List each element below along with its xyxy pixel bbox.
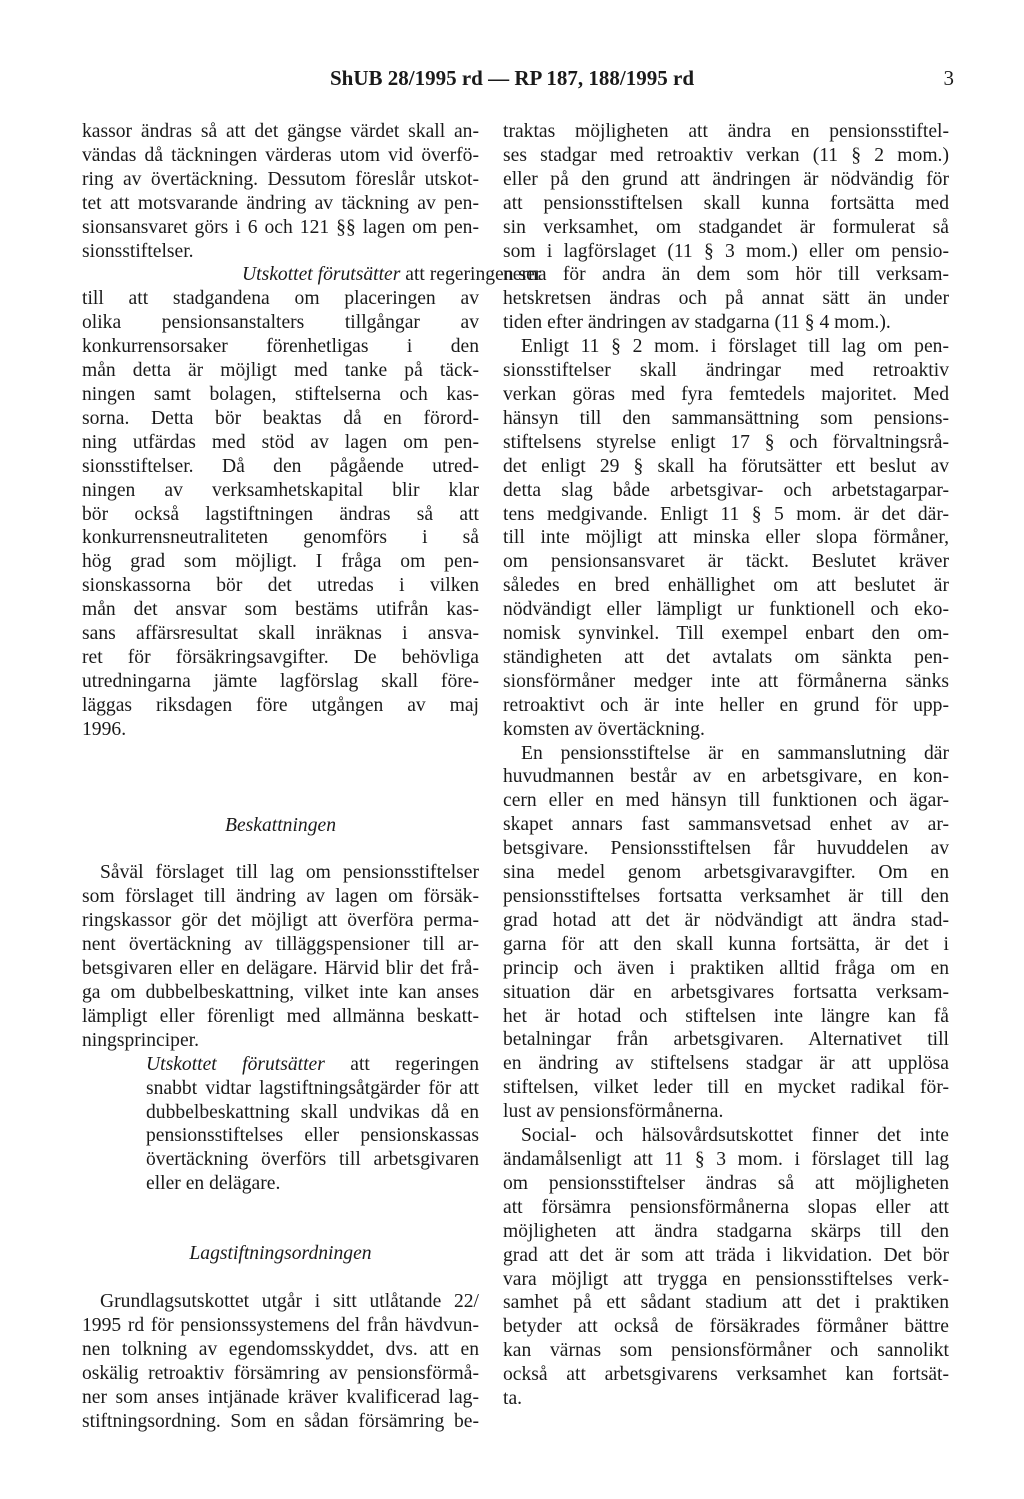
text-line: stiftelsen, vilket leder till en mycket radikal för-	[503, 1077, 949, 1099]
paragraph-lead-line	[82, 1053, 479, 1077]
text-line: lämpligt eller förenligt med allmänna beskatt-	[82, 1005, 479, 1027]
text-line: nomisk synvinkel. Till exempel enbart den om-	[503, 623, 949, 645]
lead-rest: att regeringen ser	[400, 264, 542, 286]
paragraph	[503, 742, 949, 1125]
text-line: också att arbetsgivarens verksamhet kan fortsät-	[503, 1364, 949, 1386]
text-line: sionsstiftelser. Då den pågående utred-	[82, 455, 479, 477]
lead-rest: att regeringen	[324, 1053, 479, 1075]
text-line: ningsprinciper.	[82, 1029, 199, 1051]
text-line: konkurrensneutraliteten genomförs i så	[82, 527, 479, 549]
text-line: möjligheten att ändra stadgarna skärps till den	[503, 1220, 949, 1242]
text-line: att försämra pensionsförmånerna slopas eller att	[503, 1196, 949, 1218]
text-line: lust av pensionsförmånerna.	[503, 1101, 724, 1123]
text-line: det enligt 29 § skall ha förutsätter ett beslut av	[503, 455, 949, 477]
paragraph-body	[82, 1077, 479, 1197]
text-line: nen tolkning av egendomsskyddet, dvs. att en	[82, 1338, 479, 1360]
page-header	[0, 66, 1024, 106]
text-line: sina medel genom arbetsgivaravgifter. Om en	[503, 862, 949, 884]
page-number: 3	[943, 66, 954, 90]
left-column	[82, 120, 542, 1434]
text-line: kan värnas som pensionsförmåner och sannolikt	[503, 1340, 949, 1362]
right-column	[503, 120, 949, 1411]
text-line: vara möjligt att trygga en pensionsstiftelses verk-	[503, 1268, 949, 1290]
text-line: cern eller en med hänsyn till funktionen och ägar-	[503, 790, 949, 812]
text-line: situation där en arbetsgivares fortsatta verksam-	[503, 981, 949, 1003]
text-line: nerna för andra än dem som hör till verksam-	[503, 264, 949, 286]
text-line: kassor ändras så att det gängse värdet skall an-	[82, 121, 479, 142]
text-line: oskälig retroaktiv försämring av pensionsförmå-	[82, 1362, 479, 1384]
text-line: att pensionsstiftelsen skall kunna fortsätta med	[503, 192, 949, 214]
text-line: till att stadgandena om placeringen av	[82, 288, 479, 310]
text-line: hänsyn till den sammansättning som pensions-	[503, 407, 949, 429]
section-heading-lagstiftningsordningen: Lagstiftningsordningen	[189, 1243, 372, 1265]
text-line: mån det ansvar som bestäms utifrån kas-	[82, 599, 479, 621]
text-line: ta.	[503, 1388, 523, 1410]
paragraph	[503, 335, 949, 741]
paragraph	[82, 120, 479, 263]
text-line: En pensionsstiftelse är en sammanslutning där	[521, 742, 949, 764]
text-line: ring av övertäckning. Dessutom föreslår utskot-	[82, 168, 479, 190]
text-line: ga om dubbelbeskattning, vilket inte kan anses	[82, 982, 479, 1003]
text-line: Social- och hälsovårdsutskottet finner det inte	[521, 1125, 949, 1147]
paragraph-lead-line	[82, 263, 542, 287]
text-line: ses stadgar med retroaktiv verkan (11 § 2 mom.)	[503, 144, 949, 166]
text-line: sans affärsresultat skall inräknas i ansva-	[82, 623, 479, 645]
text-line: stiftelsens styrelse enligt 17 § och förvaltningsrå-	[503, 431, 949, 453]
text-line: detta slag både arbetsgivar- och arbetstagarpar-	[503, 479, 949, 501]
text-line: nödvändigt eller lämpligt ur funktionell och eko-	[503, 599, 949, 621]
text-line: Såväl förslaget till lag om pensionsstiftelser	[100, 862, 479, 884]
text-line: Grundlagsutskottet utgår i sitt utlåtande 22/	[100, 1291, 479, 1313]
text-line: hetskretsen ändras och på annat sätt än under	[503, 288, 949, 310]
text-line: en ändring av stiftelsens stadgar är att upplösa	[503, 1053, 949, 1075]
text-line: stiftningsordning. Som en sådan försämring be-	[82, 1410, 479, 1432]
italic-lead: Utskottet förutsätter	[146, 1053, 325, 1075]
text-line: således en bred enhällighet om att beslutet är	[503, 575, 949, 597]
text-line: betalningar från arbetsgivaren. Alternativet till	[503, 1029, 949, 1051]
text-line: het är hotad och stiftelsen inte längre kan få	[503, 1005, 949, 1027]
text-line: verkan göras med fyra femtedels majoritet. Med	[503, 383, 949, 405]
text-line: eller på den grund att ändringen är nödvändig för	[503, 168, 949, 190]
text-line: Enligt 11 § 2 mom. i förslaget till lag om pen-	[521, 336, 949, 358]
section-heading-beskattningen: Beskattningen	[225, 814, 336, 836]
paragraph	[82, 861, 479, 1052]
text-line: som förslaget till ändring av lagen om försäk-	[82, 886, 479, 908]
running-title: ShUB 28/1995 rd — RP 187, 188/1995 rd	[329, 66, 695, 90]
text-line: retroaktivt och är inte heller en grund för upp-	[503, 694, 949, 716]
paragraph-body	[82, 287, 479, 741]
text-line: betsgivaren eller en delägare. Härvid blir det frå-	[82, 958, 479, 980]
paragraph	[82, 1053, 479, 1196]
text-line: ringskassor gör det möjligt att överföra perma-	[82, 910, 479, 932]
text-line: sionskassorna bör det utredas i vilken	[82, 575, 479, 597]
paragraph	[82, 263, 542, 741]
text-line: 1995 rd för pensionssystemens del från hävdvun-	[82, 1314, 479, 1336]
text-line: ningen samt bolagen, stiftelserna och kas-	[82, 383, 479, 405]
text-line: grad hotad att det är nödvändigt att ändra stad-	[503, 909, 949, 931]
text-line: tet att motsvarande ändring av täckning av pen-	[82, 192, 479, 214]
text-line: ret för försäkringsavgifter. De behövliga	[82, 646, 479, 668]
text-line: ner som anses intjänade kräver kvalificerad lag-	[82, 1386, 479, 1408]
text-line: huvudmannen består av en arbetsgivare, en kon-	[503, 766, 949, 788]
text-line: samhet på ett sådant stadium att det i praktiken	[503, 1292, 949, 1314]
text-line: pensionsstiftelses eller pensionskassas	[146, 1125, 479, 1147]
paragraph	[82, 1290, 479, 1433]
text-line: sionsansvaret görs i 6 och 121 §§ lagen om pen-	[82, 216, 479, 238]
text-line: vändas då täckningen värderas utom vid överfö-	[82, 144, 479, 166]
text-line: tiden efter ändringen av stadgarna (11 § 4 mom.).	[503, 312, 891, 334]
text-line: utredningarna jämte lagförslag skall före-	[82, 670, 479, 692]
text-line: grad att det är som att träda i likvidation. Det bör	[503, 1244, 949, 1266]
text-line: sionsstiftelser skall ändringar med retroaktiv	[503, 360, 949, 382]
text-line: ändamålsenligt att 11 § 3 mom. i förslaget till lag	[503, 1148, 949, 1170]
text-line: om pensionsstiftelser ändras så att möjligheten	[503, 1172, 949, 1194]
text-line: sionsförmåner medger inte att förmånerna sänks	[503, 670, 949, 692]
italic-lead: Utskottet förutsätter	[242, 264, 401, 286]
text-line: garna för att den skall kunna fortsätta, är det i	[503, 933, 949, 955]
paragraph	[503, 1124, 949, 1411]
text-line: betyder att också de försäkrades förmåner bättre	[503, 1316, 949, 1338]
text-line: sin verksamhet, om stadgandet är formulerat så	[503, 216, 949, 238]
text-line: ningen av verksamhetskapital blir klar	[82, 479, 479, 501]
text-line: snabbt vidtar lagstiftningsåtgärder för att	[146, 1077, 479, 1099]
text-line: nent övertäckning av tilläggspensioner till ar-	[82, 934, 479, 956]
text-line: bör också lagstiftningen ändras så att	[82, 503, 479, 525]
text-line: ständigheten att det avtalats om sänkta pen-	[503, 646, 949, 668]
text-line: skapet annars fast sammansvetsad enhet av ar-	[503, 814, 949, 836]
text-line: traktas möjligheten att ändra en pensionsstiftel-	[503, 121, 949, 142]
paragraph	[503, 120, 949, 335]
text-line: tens medgivande. Enligt 11 § 5 mom. är det där-	[503, 503, 949, 525]
text-line: sionsstiftelser.	[82, 240, 194, 262]
text-line: komsten av övertäckning.	[503, 718, 705, 740]
text-line: betsgivare. Pensionsstiftelsen får huvuddelen av	[503, 838, 949, 860]
text-line: mån detta är möjligt med tanke på täck-	[82, 360, 479, 382]
text-line: övertäckning överförs till arbetsgivaren	[146, 1149, 479, 1171]
text-line: till inte möjligt att minska eller slopa förmåner,	[503, 527, 949, 549]
text-line: konkurrensorsaker förenhetligas i den	[82, 336, 479, 358]
text-line: 1996.	[82, 718, 127, 740]
text-line: olika pensionsanstalters tillgångar av	[82, 312, 479, 334]
text-line: dubbelbeskattning skall undvikas då en	[146, 1101, 479, 1123]
text-line: ning utfärdas med stöd av lagen om pen-	[82, 431, 479, 453]
text-line: som i lagförslaget (11 § 3 mom.) eller om pensio-	[503, 240, 949, 262]
text-line: sorna. Detta bör beaktas då en förord-	[82, 407, 479, 429]
text-line: om pensionsansvaret är täckt. Beslutet kräver	[503, 551, 949, 573]
text-line: hög grad som möjligt. I fråga om pen-	[82, 551, 479, 573]
text-line: pensionsstiftelses fortsatta verksamhet är till den	[503, 886, 949, 907]
text-line: princip och även i praktiken alltid fråga om en	[503, 957, 949, 979]
text-line: läggas riksdagen före utgången av maj	[82, 694, 479, 716]
text-line: eller en delägare.	[146, 1173, 281, 1195]
